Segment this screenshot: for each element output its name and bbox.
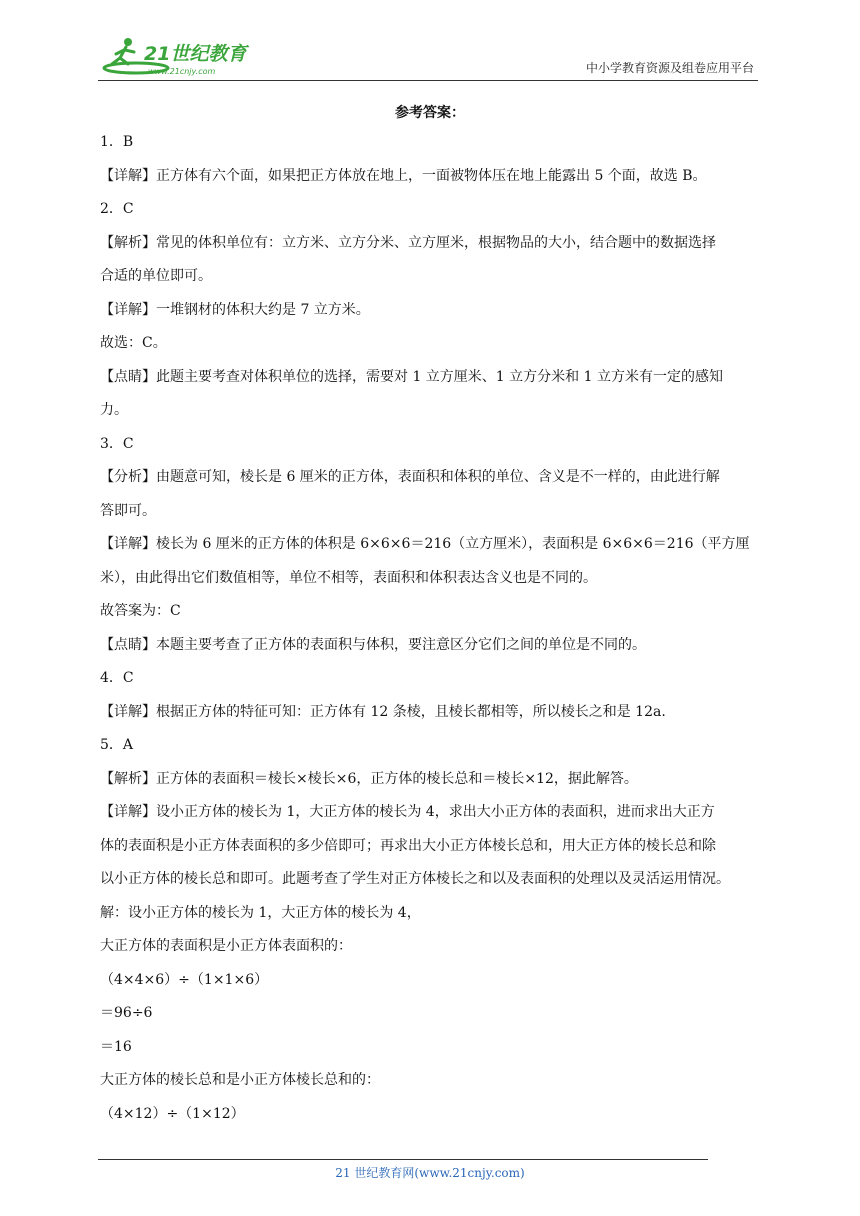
text-line: 【详解】一堆钢材的体积大约是 7 立方米。 xyxy=(100,301,370,318)
logo-runner-body xyxy=(112,47,134,64)
text-line: 合适的单位即可。 xyxy=(100,268,212,284)
text-line: 以小正方体的棱长总和即可。此题考查了学生对正方体棱长之和以及表面积的处理以及灵活运用情况。 xyxy=(100,871,730,887)
text-line: 【详解】棱长为 6 厘米的正方体的体积是 6×6×6＝216（立方厘米），表面积是 6×6×6＝216（平方厘 xyxy=(100,536,750,552)
text-line: 【详解】正方体有六个面，如果把正方体放在地上，一面被物体压在地上能露出 5 个面，故选 B。 xyxy=(100,167,707,184)
answer-content xyxy=(100,126,760,1131)
text-line: 3．C xyxy=(100,435,134,452)
footer-link[interactable]: 21 世纪教育网(www.21cnjy.com) xyxy=(335,1166,525,1180)
logo-url: www.21cnjy.com xyxy=(148,67,216,76)
text-line: 1．B xyxy=(100,134,134,150)
text-line: 大正方体的棱长总和是小正方体棱长总和的： xyxy=(100,1072,380,1088)
text-line: 【详解】设小正方体的棱长为 1，大正方体的棱长为 4，求出大小正方体的表面积，进而求出大正方 xyxy=(100,804,715,820)
text-line: 答即可。 xyxy=(100,502,156,519)
text-line: ＝16 xyxy=(100,1038,132,1055)
footer-divider xyxy=(98,1159,708,1160)
answer-title: 参考答案： xyxy=(395,105,465,121)
logo-text: 21世纪教育 xyxy=(144,43,247,65)
page-header xyxy=(98,34,758,81)
text-line: 【解析】常见的体积单位有：立方米、立方分米、立方厘米，根据物品的大小，结合题中的数据选择 xyxy=(100,234,716,251)
site-logo xyxy=(98,34,258,78)
text-line: 解：设小正方体的棱长为 1，大正方体的棱长为 4， xyxy=(100,904,421,921)
text-line: 【点睛】本题主要考查了正方体的表面积与体积，要注意区分它们之间的单位是不同的。 xyxy=(100,636,646,653)
text-line: （4×12）÷（1×12） xyxy=(100,1105,245,1122)
text-line: 【解析】正方体的表面积＝棱长×棱长×6，正方体的棱长总和＝棱长×12，据此解答。 xyxy=(100,770,638,787)
text-line: 力。 xyxy=(100,402,128,418)
text-line: 米），由此得出它们数值相等，单位不相等，表面积和体积表达含义也是不同的。 xyxy=(100,569,597,586)
text-line: 故答案为：C xyxy=(100,603,181,619)
header-platform-name: 中小学教育资源及组卷应用平台 xyxy=(585,61,754,75)
logo-runner-head xyxy=(124,38,132,46)
text-line: 大正方体的表面积是小正方体表面积的： xyxy=(100,938,352,954)
text-line: 4．C xyxy=(100,670,134,686)
text-line: 体的表面积是小正方体表面积的多少倍即可；再求出大小正方体棱长总和，用大正方体的棱长总和除 xyxy=(100,837,716,854)
text-line: ＝96÷6 xyxy=(100,1005,153,1021)
text-line: 【详解】根据正方体的特征可知：正方体有 12 条棱，且棱长都相等，所以棱长之和是 12a. xyxy=(100,703,666,720)
text-line: 【点睛】此题主要考查对体积单位的选择，需要对 1 立方厘米、1 立方分米和 1 立方米有一定的感知 xyxy=(100,368,723,385)
text-line: 故选：C。 xyxy=(100,335,167,351)
text-line: 【分析】由题意可知，棱长是 6 厘米的正方体，表面积和体积的单位、含义是不一样的，由此进行解 xyxy=(100,469,720,485)
text-line: （4×4×6）÷（1×1×6） xyxy=(100,971,269,988)
text-line: 5．A xyxy=(100,737,134,753)
text-line: 2．C xyxy=(100,201,134,217)
